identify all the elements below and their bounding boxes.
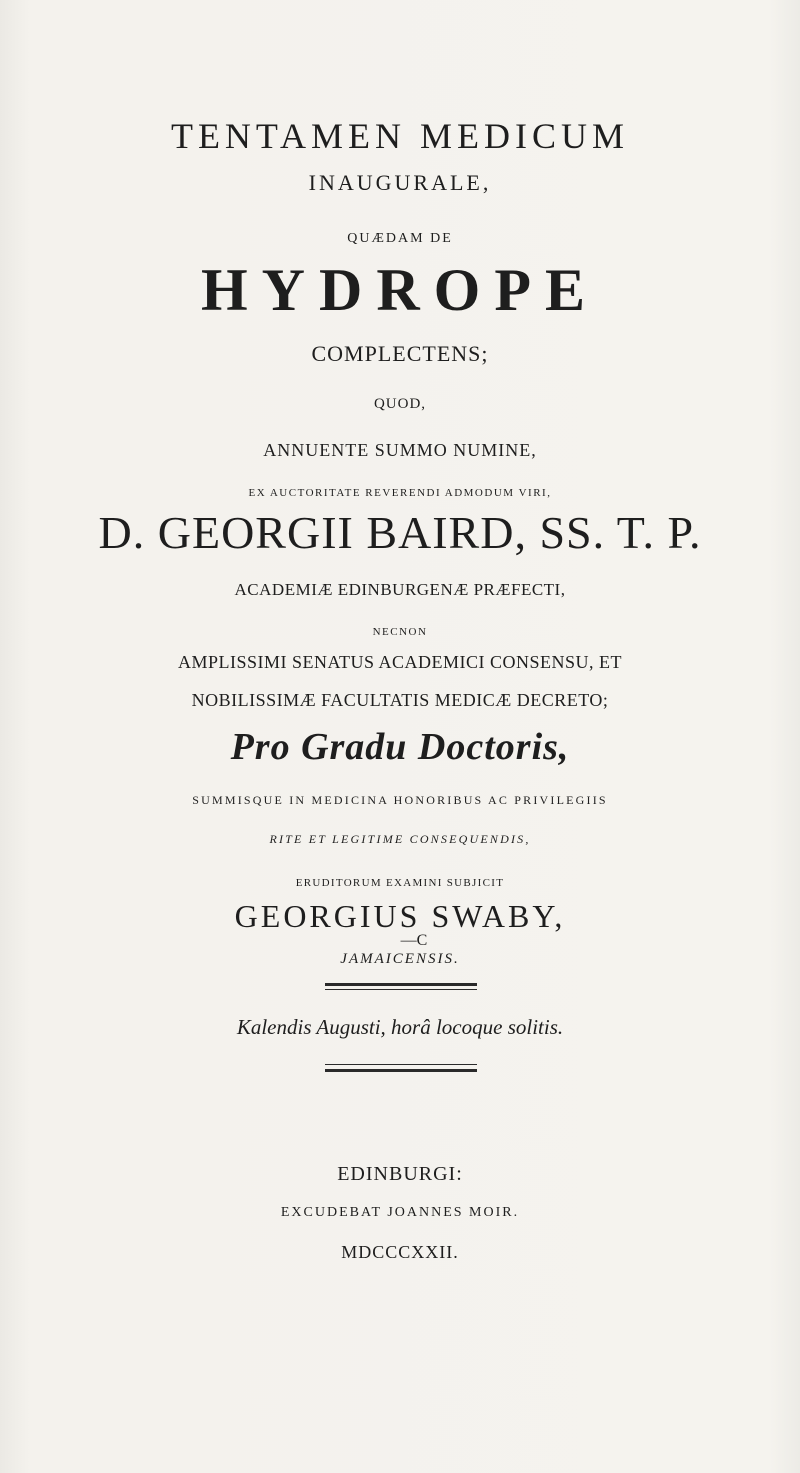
date-line: Kalendis Augusti, horâ locoque solitis. xyxy=(236,1015,564,1039)
degree-rite-line: RITE ET LEGITIME CONSEQUENDIS, xyxy=(269,832,531,846)
rule-divider xyxy=(325,1069,477,1072)
senatus-line: AMPLISSIMI SENATUS ACADEMICI CONSENSU, ET xyxy=(177,652,623,672)
imprint-printer: EXCUDEBAT JOANNES MOIR. xyxy=(280,1205,520,1220)
title-main: TENTAMEN MEDICUM xyxy=(170,116,630,156)
facultas-line: NOBILISSIMÆ FACULTATIS MEDICÆ DECRETO; xyxy=(191,690,609,710)
annuente-line: ANNUENTE SUMMO NUMINE, xyxy=(263,440,537,460)
subject-intro: QUÆDAM DE xyxy=(347,231,453,246)
examini-line: ERUDITORUM EXAMINI SUBJICIT xyxy=(295,877,505,889)
degree-honours-line: SUMMISQUE IN MEDICINA HONORIBUS AC PRIVILEGIIS xyxy=(192,793,608,807)
necnon-line: NECNON xyxy=(372,626,428,638)
auctoritate-line: EX AUCTORITATE REVERENDI ADMODUM VIRI, xyxy=(248,487,552,499)
imprint-year: MDCCCXXII. xyxy=(341,1242,459,1262)
degree-heading: Pro Gradu Doctoris, xyxy=(230,726,570,768)
rule-divider xyxy=(325,983,477,986)
subject-verb: COMPLECTENS; xyxy=(311,341,489,366)
title-subtitle: INAUGURALE, xyxy=(308,170,492,195)
imprint-city: EDINBURGI: xyxy=(337,1163,463,1185)
principal-name: D. GEORGII BAIRD, SS. T. P. xyxy=(98,507,702,558)
author-mark: —C xyxy=(400,932,428,949)
quod-line: QUOD, xyxy=(373,396,427,412)
rule-divider xyxy=(325,1064,477,1065)
author-name: GEORGIUS SWABY, xyxy=(234,898,566,934)
subject-topic: HYDROPE xyxy=(201,257,599,323)
principal-role: ACADEMIÆ EDINBURGENÆ PRÆFECTI, xyxy=(234,580,566,599)
author-origin: JAMAICENSIS. xyxy=(340,951,460,967)
rule-divider xyxy=(325,989,477,990)
